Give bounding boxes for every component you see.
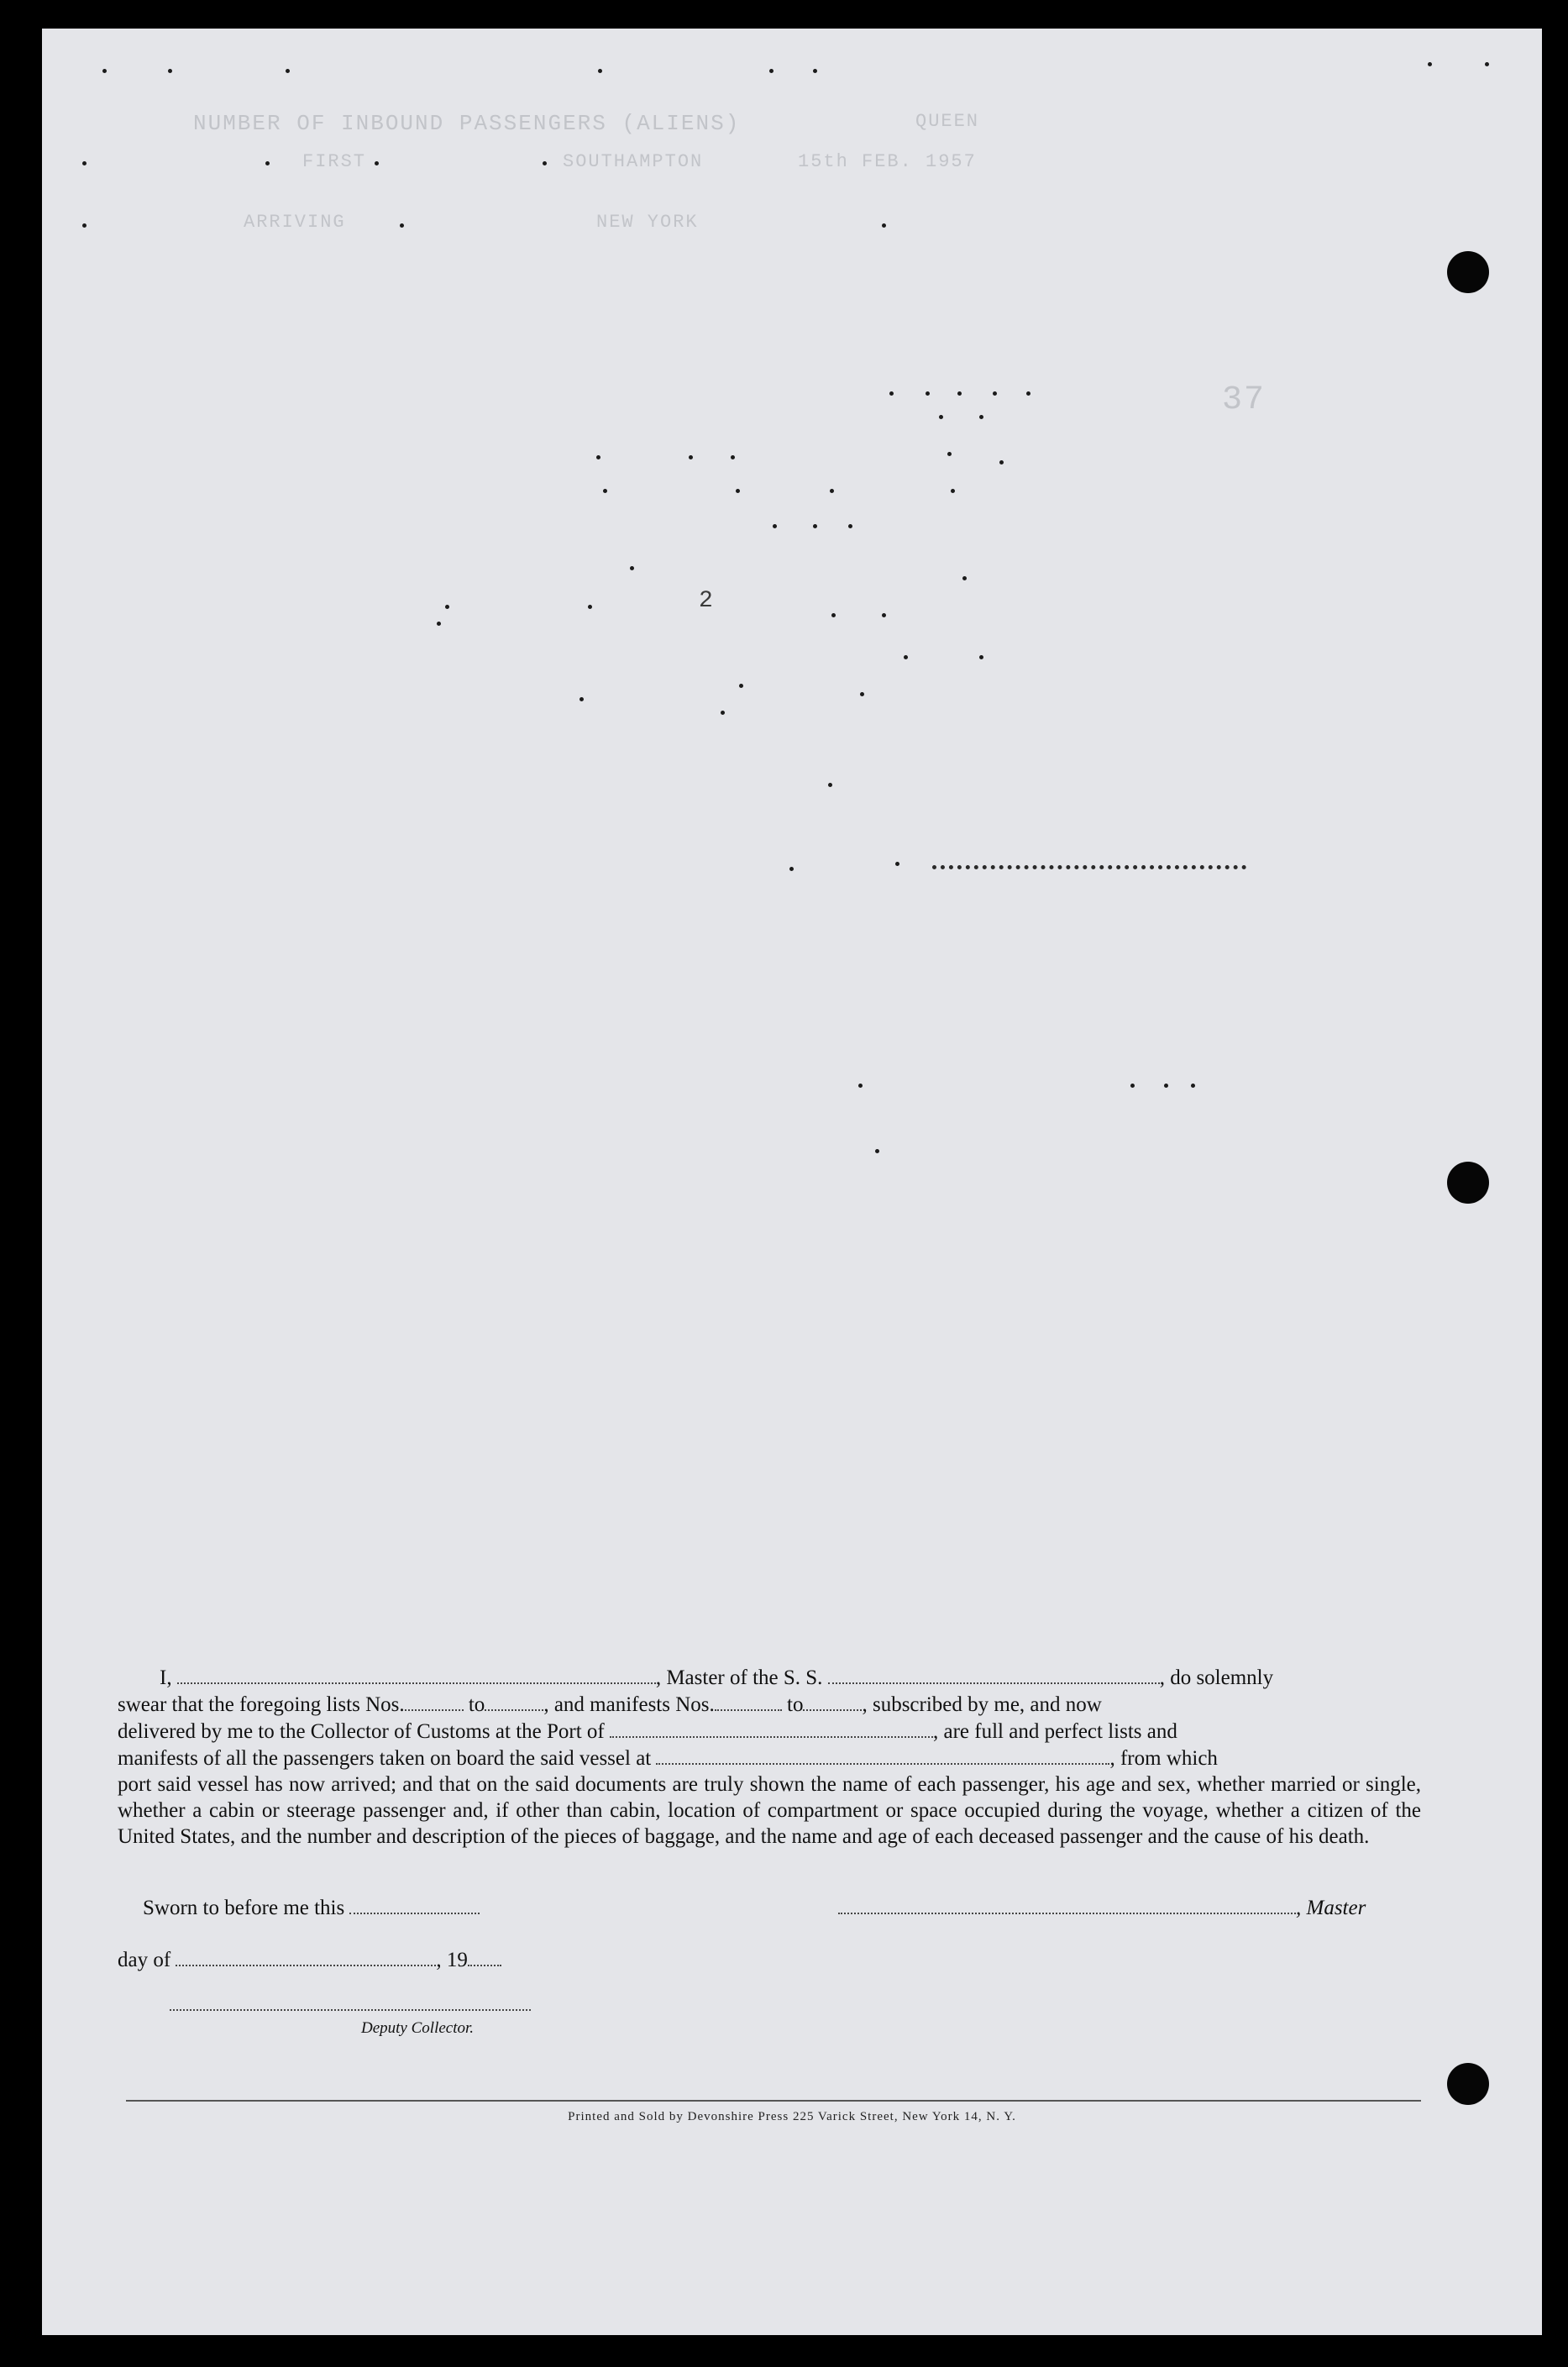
dot [951,489,955,493]
dot [265,161,270,165]
binder-hole-bottom [1447,2063,1489,2105]
day-line [118,1946,501,1972]
oath-text: I, [160,1666,172,1689]
master-oath [118,1664,1421,1850]
dot [588,605,592,609]
master-signature-line [838,1894,1366,1920]
dot [999,460,1004,464]
oath-text: , and manifests Nos. [543,1693,715,1716]
dot [860,692,864,696]
lists-to-field[interactable] [485,1691,543,1711]
oath-text: , subscribed by me, and now [862,1693,1102,1716]
dot [895,862,899,866]
dot [1485,62,1489,66]
ghost-arriving: ARRIVING [244,212,346,233]
master-label: , Master [1296,1897,1366,1919]
dot [848,524,852,528]
dot [543,161,547,165]
ghost-number: 37 [1222,381,1266,419]
sworn-line [143,1894,480,1920]
dot [904,655,908,659]
oath-text: to [787,1693,804,1716]
dot [831,613,836,617]
ghost-class: FIRST [302,151,367,172]
dot [773,524,777,528]
sworn-date-field[interactable] [349,1894,480,1914]
deputy-collector-field[interactable] [170,1991,531,2011]
footer-rule [126,2100,1421,2102]
oath-text: delivered by me to the Collector of Customs at the Port of [118,1720,605,1743]
dot [813,69,817,73]
dot [375,161,379,165]
dot [630,566,634,570]
dot [789,867,794,871]
dot [830,489,834,493]
lists-from-field[interactable] [405,1691,464,1711]
day-label: day of [118,1949,171,1971]
ghost-heading: NUMBER OF INBOUND PASSENGERS (ALIENS) [193,111,741,136]
dot [721,711,725,715]
dot [579,697,584,701]
oath-text: , Master of the S. S. [655,1666,823,1689]
dot [947,452,952,456]
departure-port-field[interactable] [656,1745,1109,1765]
oath-line-2 [118,1691,1421,1718]
binder-hole-middle [1447,1162,1489,1204]
oath-text: , do solemnly [1159,1666,1274,1689]
dot [882,613,886,617]
master-name-field[interactable] [177,1664,656,1684]
ship-name-field[interactable] [828,1664,1160,1684]
dot [889,391,894,396]
dot [1026,391,1030,396]
dot [437,622,441,626]
dot [875,1149,879,1153]
ghost-ship: QUEEN [915,111,980,132]
dot [813,524,817,528]
ghost-date: 15th FEB. 1957 [798,151,977,172]
oath-text: swear that the foregoing lists Nos. [118,1693,405,1716]
dot [828,783,832,787]
dotted-line [932,865,1246,869]
dot [82,223,87,228]
dot [596,455,600,459]
ghost-dest: NEW YORK [596,212,699,233]
dot [445,605,449,609]
oath-text: , are full and perfect lists and [933,1720,1177,1743]
manifest-page [42,29,1542,2335]
manifests-to-field[interactable] [803,1691,862,1711]
dot [1428,62,1432,66]
dot [286,69,290,73]
dot [926,391,930,396]
printer-imprint: Printed and Sold by Devonshire Press 225 Varick Street, New York 14, N. Y. [568,2110,1016,2123]
dot [731,455,735,459]
dot [979,655,983,659]
oath-line-1 [118,1664,1421,1691]
dot [736,489,740,493]
dot [769,69,774,73]
sworn-label: Sworn to before me this [143,1897,345,1919]
year-label: , 19 [436,1949,468,1971]
day-month-field[interactable] [176,1946,436,1966]
ghost-digit: 2 [699,588,715,614]
oath-body: port said vessel has now arrived; and that on the said documents are truly shown the name of each passenger, his age and sex, whether married or single, whether a cabin or steerage passenger and, if other than cabin, location of compartment or space occupied during the voyage, whether a citizen of the United States, and the number and description of the pieces of baggage, and the name and age of each deceased passenger and the cause of his death. [118,1773,1421,1848]
year-field[interactable] [468,1946,501,1966]
ghost-port: SOUTHAMPTON [563,151,704,172]
dot [1191,1084,1195,1088]
dot [400,223,404,228]
dot [957,391,962,396]
binder-hole-top [1447,251,1489,293]
manifests-from-field[interactable] [715,1691,782,1711]
master-signature-field[interactable] [838,1894,1296,1914]
dot [993,391,997,396]
dot [939,415,943,419]
arrival-port-field[interactable] [610,1718,933,1738]
dot [962,576,967,580]
dot [858,1084,863,1088]
oath-text: manifests of all the passengers taken on board the said vessel at [118,1747,652,1770]
dot [598,69,602,73]
deputy-collector-label: Deputy Collector. [361,2019,475,2037]
dot [1164,1084,1168,1088]
dot [979,415,983,419]
dot [102,69,107,73]
oath-text: to [468,1693,485,1716]
dot [168,69,172,73]
oath-text: , from which [1109,1747,1218,1770]
oath-line-3 [118,1718,1421,1745]
dot [689,455,693,459]
oath-line-4 [118,1745,1421,1771]
dot [1130,1084,1135,1088]
dot [82,161,87,165]
dot [739,684,743,688]
dot [882,223,886,228]
dot [603,489,607,493]
